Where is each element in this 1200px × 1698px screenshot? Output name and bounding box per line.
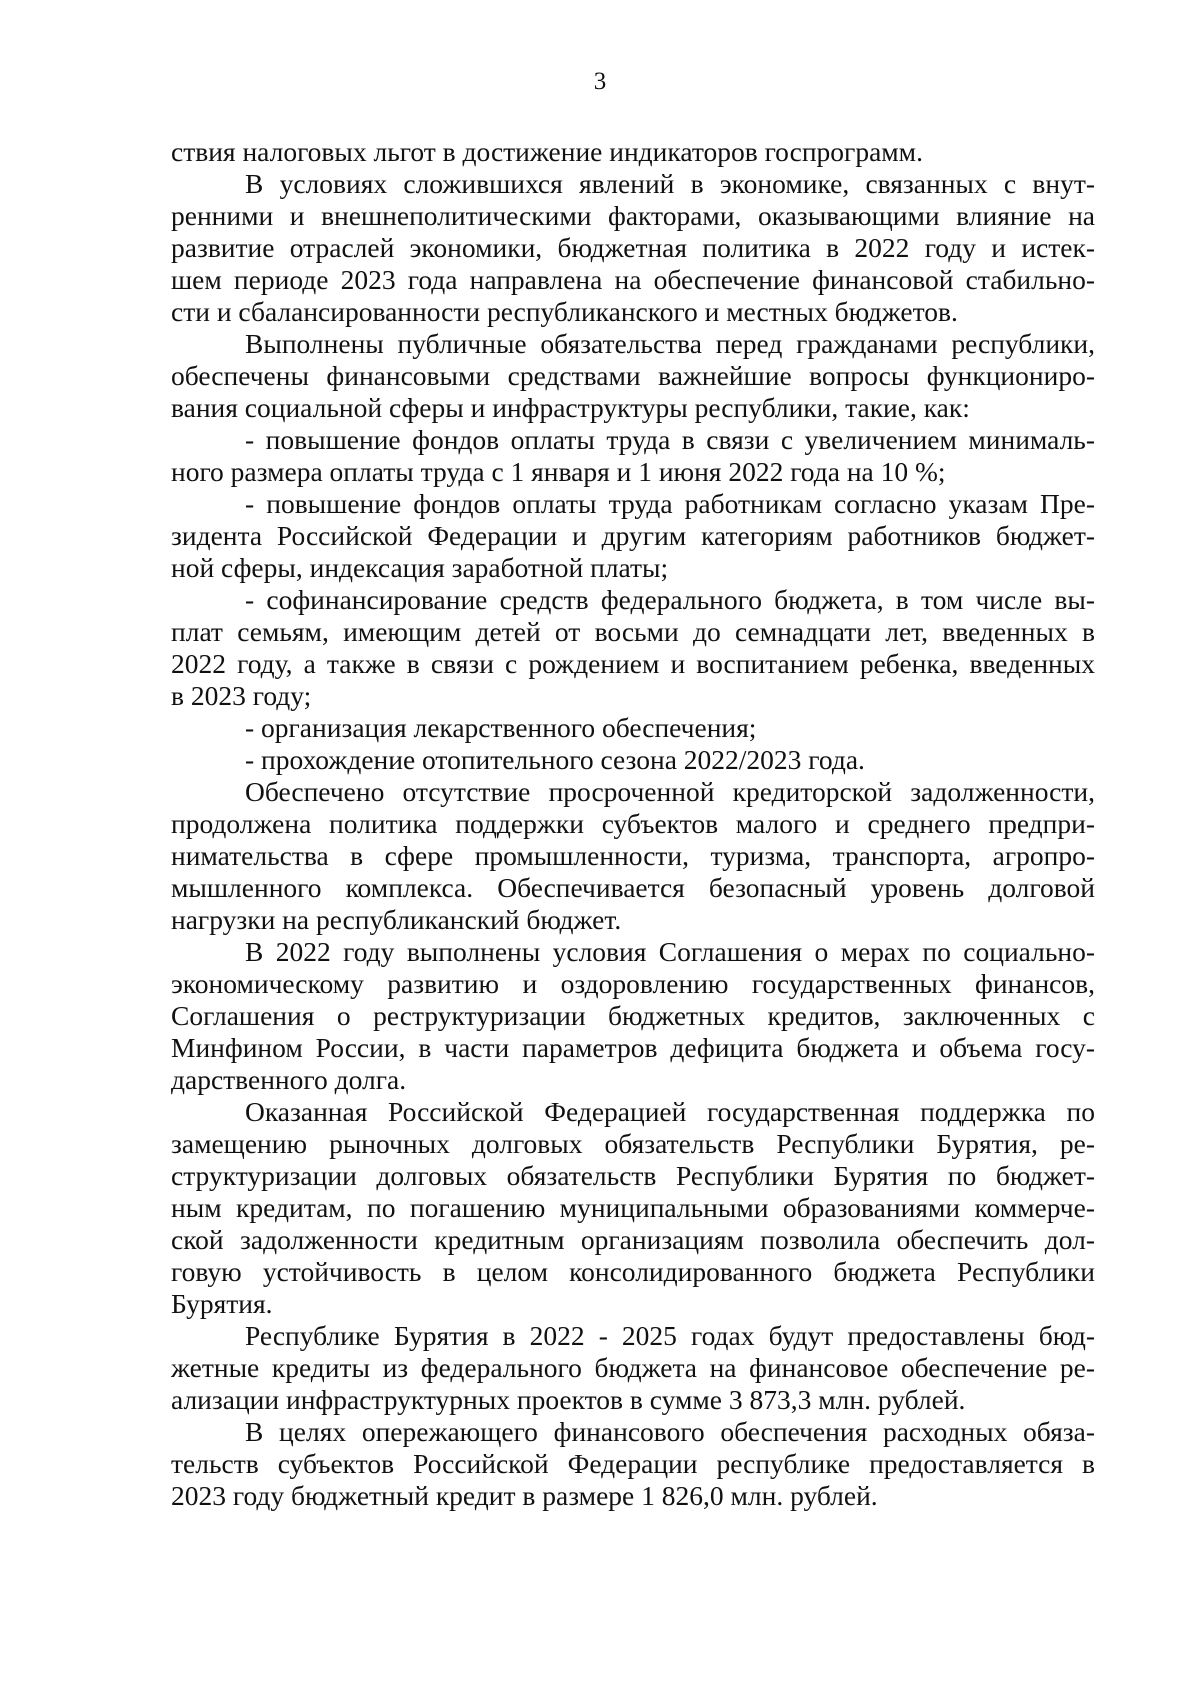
paragraph [171,424,1095,488]
text-line: ренними и внешнеполитическими факторами, оказывающими влияние на [171,200,1095,231]
page-number: 3 [593,68,607,95]
text-line: тельств субъектов Российской Федерации республике предоставляется в [171,1448,1095,1479]
text-line: ного размера оплаты труда с 1 января и 1 июня 2022 года на 10 %; [171,456,946,487]
text-line: развитие отраслей экономики, бюджетная политика в 2022 году и истек- [171,232,1095,263]
text-line: - прохождение отопительного сезона 2022/2023 года. [245,744,865,775]
text-line: ной сферы, индексация заработной платы; [171,552,669,583]
text-line: - организация лекарственного обеспечения; [245,712,757,743]
text-line: нимательства в сфере промышленности, туризма, транспорта, агропро- [171,840,1095,871]
paragraph [171,936,1095,1096]
text-line: структуризации долговых обязательств Республики Бурятия по бюджет- [171,1160,1095,1191]
body-text [171,136,1095,1512]
text-line: Оказанная Российской Федерацией государственная поддержка по [245,1096,1095,1127]
text-line: шем периоде 2023 года направлена на обеспечение финансовой стабильно- [171,264,1095,295]
text-line: в 2023 году; [171,680,312,711]
paragraph [171,136,1095,168]
text-line: ствия налоговых льгот в достижение индикаторов госпрограмм. [171,136,923,167]
paragraph [171,168,1095,328]
text-line: 2022 году, а также в связи с рождением и воспитанием ребенка, введенных [171,648,1095,679]
paragraph [171,584,1095,712]
text-line: Обеспечено отсутствие просроченной кредиторской задолженности, [245,776,1095,807]
text-line: экономическому развитию и оздоровлению государственных финансов, [171,968,1095,999]
text-line: Республике Бурятия в 2022 - 2025 годах будут предоставлены бюд- [245,1320,1095,1351]
text-line: продолжена политика поддержки субъектов малого и среднего предпри- [171,808,1095,839]
text-line: - софинансирование средств федерального бюджета, в том числе вы- [245,584,1095,615]
text-line: говую устойчивость в целом консолидированного бюджета Республики [171,1256,1095,1287]
text-line: - повышение фондов оплаты труда в связи с увеличением минималь- [245,424,1095,455]
text-line: дарственного долга. [171,1064,407,1095]
paragraph [171,1416,1095,1512]
text-line: обеспечены финансовыми средствами важнейшие вопросы функциониро- [171,360,1095,391]
text-line: плат семьям, имеющим детей от восьми до семнадцати лет, введенных в [171,616,1095,647]
text-line: ным кредитам, по погашению муниципальными образованиями коммерче- [171,1192,1095,1223]
paragraph [171,1096,1095,1320]
paragraph [171,776,1095,936]
paragraph [171,712,1095,744]
text-line: зидента Российской Федерации и другим категориям работников бюджет- [171,520,1095,551]
text-line: В 2022 году выполнены условия Соглашения о мерах по социально- [245,936,1095,967]
text-line: замещению рыночных долговых обязательств Республики Бурятия, ре- [171,1128,1095,1159]
text-line: 2023 году бюджетный кредит в размере 1 826,0 млн. рублей. [171,1480,878,1511]
text-line: Выполнены публичные обязательства перед гражданами республики, [245,328,1095,359]
paragraph [171,488,1095,584]
paragraph [171,1320,1095,1416]
text-line: В целях опережающего финансового обеспечения расходных обяза- [245,1416,1095,1447]
text-line: Бурятия. [171,1288,273,1319]
text-line: вания социальной сферы и инфраструктуры республики, такие, как: [171,392,970,423]
text-line: жетные кредиты из федерального бюджета на финансовое обеспечение ре- [171,1352,1095,1383]
text-line: - повышение фондов оплаты труда работникам согласно указам Пре- [245,488,1095,519]
text-line: ской задолженности кредитным организациям позволила обеспечить дол- [171,1224,1095,1255]
paragraph [171,744,1095,776]
text-line: В условиях сложившихся явлений в экономике, связанных с внут- [245,168,1095,199]
text-line: ализации инфраструктурных проектов в сумме 3 873,3 млн. рублей. [171,1384,966,1415]
paragraph [171,328,1095,424]
text-line: сти и сбалансированности республиканского и местных бюджетов. [171,296,958,327]
text-line: Соглашения о реструктуризации бюджетных кредитов, заключенных с [171,1000,1095,1031]
text-line: Минфином России, в части параметров дефицита бюджета и объема госу- [171,1032,1095,1063]
text-line: нагрузки на республиканский бюджет. [171,904,622,935]
text-line: мышленного комплекса. Обеспечивается безопасный уровень долговой [171,872,1095,903]
